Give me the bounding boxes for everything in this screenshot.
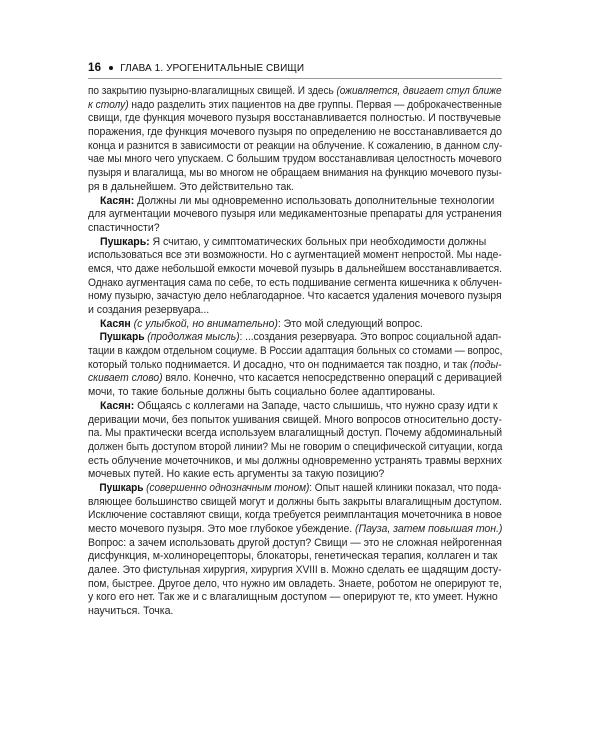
text-line [88,208,500,222]
text-line [88,372,502,386]
text-run: надо разделить этих пациентов на две группы. Первая — доброкачественные [128,98,502,111]
speaker-name: Пушкарь [99,481,144,494]
text-run: для аугментации мочевого пузыря или медикаментозные препараты для устранения [88,208,502,221]
page-body [88,85,502,619]
text-run: ря в дальнейшем. Это действительно так. [88,180,294,193]
text-run: спастичности? [88,221,160,234]
text-run: Вопрос: а зачем использовать другой доступ? Свищи — это не сложная нейрогенная [88,536,502,549]
text-run: дисфункция, м-холинорецепторы, блокаторы, генетическая терапия, коллаген и так [88,550,498,563]
text-line [88,495,502,510]
text-run: Я считаю, у симптоматических больных при необходимости должны [149,235,487,248]
text-line [88,468,502,482]
text-run: должен быть доступом второй линии? Мы не говорим о специфической ситуации, когда [88,440,503,453]
text-run: научиться. Точка. [88,605,174,618]
speaker-name: Пушкарь: [100,235,150,248]
speaker-name: Касян: [100,399,135,412]
text-run: пузыря и влагалища, мы во многом не обращаем внимания на функцию мочевого пузы- [88,167,502,180]
text-line [88,98,502,113]
text-run: : ...создания резервуара. Это вопрос социальной адап- [239,331,502,344]
text-run: пом, быстрее. Другое дело, что нужно им овладеть. Знаете, роботом не оперируют те, [88,577,502,590]
text-run: мочи, то такие больные должны быть социально более адаптированы. [88,386,436,399]
stage-remark: (поды- [469,358,502,371]
text-run: по закрытию пузырно-влагалищных свищей. И здесь [88,85,337,97]
text-run: Однако аугментация сама по себе, то есть подшивание сегмента кишечника к облучен- [88,276,503,289]
stage-remark: (оживляется, двигает стул ближе [336,85,502,97]
text-run: вяло. Конечно, что касается непосредственно операций с деривацией [162,372,502,385]
text-line [88,536,502,551]
text-line [88,427,503,441]
text-line [88,262,502,277]
text-line [88,481,502,496]
speaker-name: Касян [100,317,131,330]
text-run: и создания резервуара... [88,304,210,316]
text-run: мочевых путей. Но какие есть аргументы за такую позицию? [88,468,385,481]
text-run: есть облучение мочеточников, и мы должны одновременно устранять травмы верхних [88,454,502,467]
text-line [88,386,502,400]
text-line [88,236,502,250]
text-run: свищи, где функция мочевого пузыря восстанавливается полностью. И поствучевые [88,112,502,125]
text-run: ному пузырю, зачастую дело неблагодарное. Что касается удаления мочевого пузыря [88,290,502,303]
speaker-name: Пушкарь [99,331,145,344]
stage-remark: (с улыбкой, но внимательно) [133,317,278,330]
text-run: который только поднимается. И досадно, что он поднимается так поздно, и так [88,358,470,371]
stage-remark: (совершенно однозначным тоном) [146,481,310,494]
text-line [88,400,502,414]
text-line [88,153,502,167]
text-run: далее. Это фистульная хирургия, хирургия XVIII в. Можно сделать ее щадящим досту- [88,564,502,577]
text-line [88,550,502,564]
text-run: тации в каждом отдельном социуме. В России адаптация больных со стомами — вопрос, [88,345,503,358]
text-line [88,85,502,99]
text-run: чае мы много чего упускаем. С большим трудом восстанавливая целостность мочевого [88,153,502,166]
header-rule [88,78,502,79]
text-line [88,605,502,619]
text-run: : Опыт нашей клиники показал, что пода- [309,481,502,494]
stage-remark: скивает слово) [88,372,163,385]
text-line [88,509,502,523]
text-line [88,345,503,359]
stage-remark: к столу) [88,98,129,111]
text-line [88,564,502,578]
text-line [88,126,502,140]
text-line [88,577,502,592]
text-run: Общаясь с коллегами на Западе, часто слышишь, что нужно сразу идти к [134,399,498,412]
text-line [88,195,502,209]
text-run: : Это мой следующий вопрос. [277,317,423,330]
text-run: Должны ли мы одновременно использовать дополнительные технологии [134,194,495,207]
text-line [88,318,502,332]
text-line [88,139,503,154]
text-line [88,276,503,291]
text-line [88,304,502,318]
text-run: Исключение составляют свищи, когда требуется реимплантация мочеточника в новое [88,509,502,522]
text-run: у кого его нет. Так же и с влагалищным доступом — оперируют те, кто умеет. Нужно [88,591,498,604]
text-line [88,440,503,455]
text-line [88,331,502,345]
stage-remark: (продолжая мысль) [147,331,240,344]
text-line [88,112,502,126]
chapter-title: ГЛАВА 1. УРОГЕНИТАЛЬНЫЕ СВИЩИ [120,62,305,74]
text-run: деривации мочи, без попыток ушивания свищей. Много вопросов относительно досту- [88,413,502,426]
text-line [88,358,502,373]
text-run: использоваться все эти возможности. Но с аугментацией момент непростой. Мы наде- [88,249,502,262]
text-line [88,222,502,236]
text-run: место мочевого пузыря. Это мое глубокое убеждение. [88,523,356,535]
text-line [88,523,503,537]
page-number: 16 [88,62,102,74]
text-line [88,249,502,263]
text-line [88,181,502,195]
text-line [88,591,502,605]
text-run: емся, что даже небольшой емкости мочевой пузырь в дальнейшем восстанавливается. [88,262,502,275]
text-line [88,167,502,181]
text-run: поражения, где функция мочевого пузыря по определению не восстанавливается до [88,126,503,139]
text-line [88,454,502,469]
text-run: па. Мы практически всегда используем влагалищный доступ. Почему абдоминальный [88,427,503,440]
text-line [88,290,502,304]
text-run: вляющее большинство свищей могут и должны быть закрыты влагалищным доступом. [88,495,502,508]
speaker-name: Касян: [100,194,135,207]
text-line [88,413,502,428]
text-run: конца и разнится в зависимости от реакции на облучение. К сожалению, в данном слу- [88,139,503,152]
stage-remark: (Пауза, затем повышая тон.) [355,523,503,535]
running-header [88,62,304,74]
bullet-icon [109,66,113,70]
